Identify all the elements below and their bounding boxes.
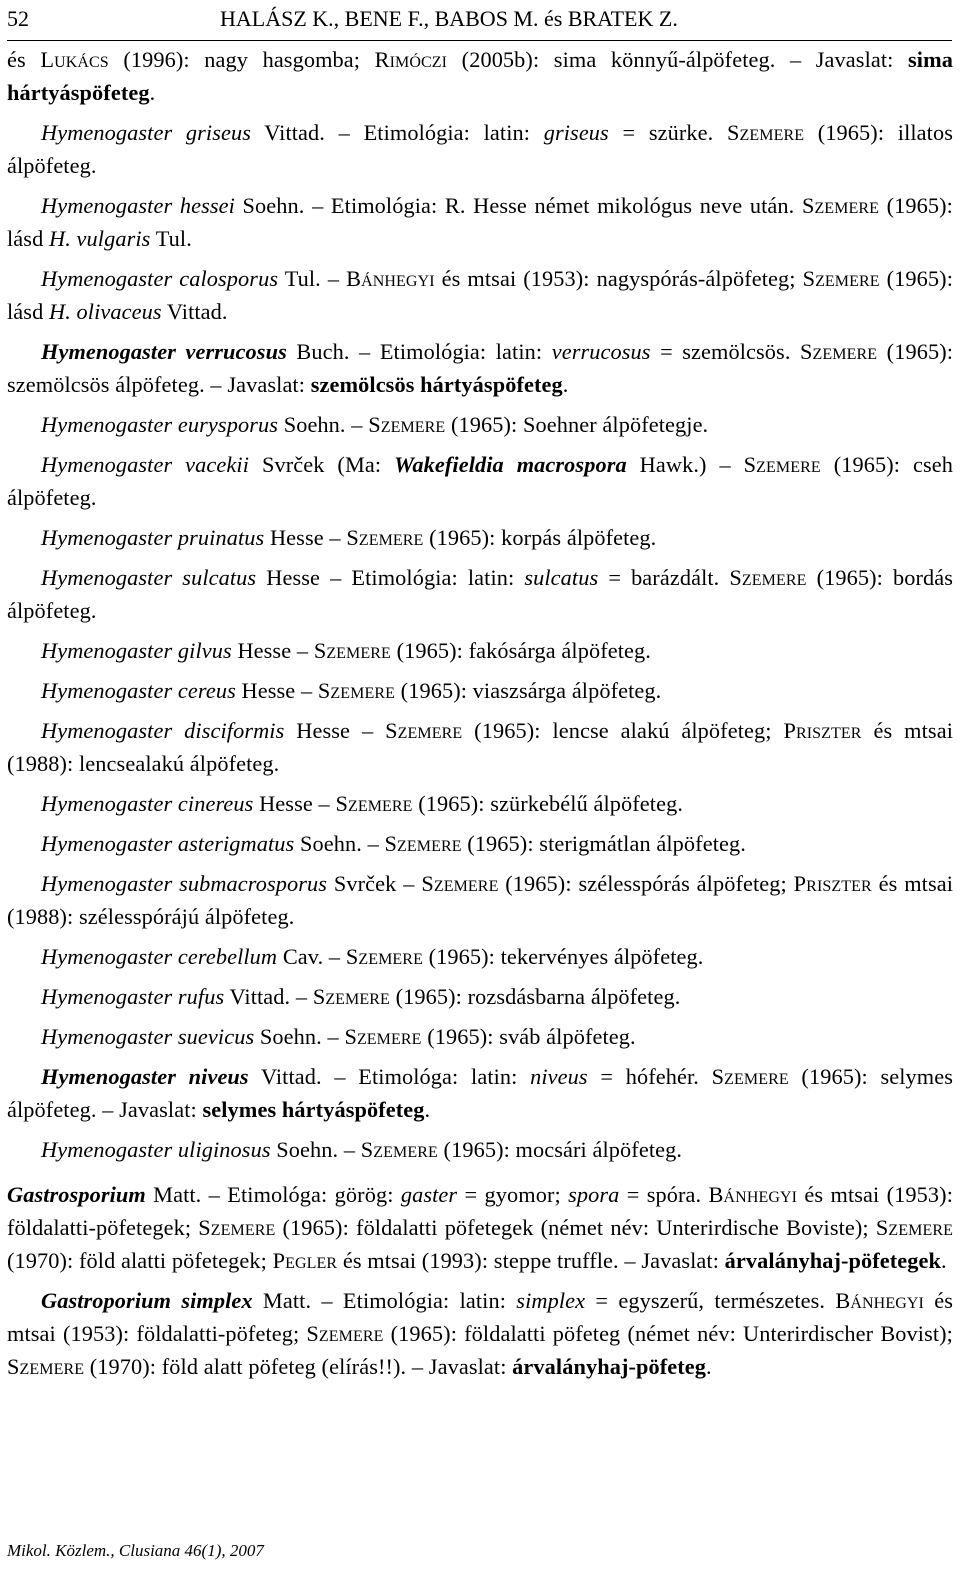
taxon-name: Gastrosporium — [7, 1182, 146, 1207]
entry-hymenogaster-hessei — [7, 189, 953, 255]
text-run: . — [706, 1354, 712, 1379]
entry-hymenogaster-cereus — [7, 674, 953, 707]
author-name: Szemere — [344, 1024, 422, 1049]
author-name: Priszter — [793, 871, 872, 896]
taxon-name: spora — [568, 1182, 620, 1207]
author-name: Szemere — [729, 565, 807, 590]
text-run: Matt. – Etimológa: görög: — [145, 1182, 401, 1207]
text-run: Hesse – — [284, 718, 386, 743]
entry-hymenogaster-calosporus — [7, 262, 953, 328]
text-run: (1965): rozsdásbarna álpöfeteg. — [389, 984, 681, 1009]
author-name: Szemere — [360, 1137, 438, 1162]
text-run: (1965): földalatti pöfetegek (német név: Unterirdische Boviste); — [275, 1215, 876, 1240]
text-run: Hesse – — [235, 678, 318, 703]
author-name: Szemere — [711, 1064, 789, 1089]
entry-hymenogaster-gilvus — [7, 634, 953, 667]
text-run: (1965): selymes álpöfeteg. – Javaslat: — [7, 1064, 953, 1122]
text-run: Matt. – Etimológia: latin: — [252, 1288, 517, 1313]
taxon-name: Wakefieldia macrospora — [394, 452, 627, 477]
entry-hymenogaster-asterigmatus — [7, 827, 953, 860]
text-run: (1965): lásd — [7, 193, 953, 251]
page-number: 52 — [7, 6, 29, 31]
text-run: (1970): föld alatt pöfeteg (elírás!!). – Javaslat: — [84, 1354, 513, 1379]
text-run: (1965): fakósárga álpöfeteg. — [390, 638, 651, 663]
taxon-name: Hymenogaster suevicus — [41, 1024, 255, 1049]
author-name: Szemere — [317, 678, 395, 703]
running-head-authors: HALÁSZ K., BENE F., BABOS M. és BRATEK Z. — [220, 6, 678, 31]
proposed-name: selymes hártyáspöfeteg — [202, 1097, 425, 1122]
proposed-name: sima hártyáspöfeteg — [7, 47, 954, 105]
text-run: (1965): illatos álpöfeteg. — [7, 120, 953, 178]
author-name: Szemere — [368, 412, 446, 437]
taxon-name: Hymenogaster vacekii — [41, 452, 250, 477]
text-run: (1965): földalatti pöfeteg (német név: Unterirdischer Bovist); — [383, 1321, 953, 1346]
entry-gastrosporium-genus — [7, 1178, 953, 1277]
entry-hymenogaster-sulcatus — [7, 561, 953, 627]
text-run: (1965): korpás álpöfeteg. — [423, 525, 657, 550]
author-name: Szemere — [313, 638, 391, 663]
text-run: (1965): Soehner álpöfetegje. — [445, 412, 709, 437]
text-run: Svrček (Ma: — [249, 452, 395, 477]
proposed-name: árvalányhaj-pöfeteg — [512, 1354, 707, 1379]
text-run: Soehn. – — [278, 412, 369, 437]
text-run: és mtsai (1953): földalatti-pöfeteg; — [7, 1288, 953, 1346]
author-name: Bánhegyi — [835, 1288, 924, 1313]
entry-hymenogaster-verrucosus — [7, 335, 953, 401]
author-name: Szemere — [800, 339, 878, 364]
text-run: = spóra. — [619, 1182, 709, 1207]
entry-hymenogaster-suevicus — [7, 1020, 953, 1053]
author-name: Bánhegyi — [346, 266, 435, 291]
text-run: . — [562, 372, 569, 397]
taxon-name: Hymenogaster cinereus — [41, 791, 254, 816]
text-run: és mtsai (1988): szélesspórájú álpöfeteg. — [7, 871, 954, 929]
text-run: Vittad. – — [224, 984, 313, 1009]
running-header — [7, 6, 952, 41]
text-run: és — [7, 47, 41, 72]
taxon-name: niveus — [530, 1064, 588, 1089]
entry-hymenogaster-eurysporus — [7, 408, 953, 441]
taxon-name: Hymenogaster disciformis — [41, 718, 285, 743]
entry-hymenogaster-disciformis — [7, 714, 953, 780]
taxon-name: Hymenogaster rufus — [41, 984, 225, 1009]
taxon-name: verrucosus — [551, 339, 651, 364]
entry-hymenogaster-cinereus — [7, 787, 953, 820]
journal-citation: Mikol. Közlem., Clusiana 46(1), 2007 — [7, 1541, 264, 1560]
entry-hymenogaster-niveus — [7, 1060, 953, 1126]
author-name: Szemere — [743, 452, 821, 477]
text-run: = szürke. — [608, 120, 728, 145]
text-run: Hesse – — [264, 525, 347, 550]
paragraph-lukacs-continuation — [7, 43, 953, 109]
text-run: . — [424, 1097, 431, 1122]
text-run: (2005b): sima könnyű-álpöfeteg. – Javaslat: — [447, 47, 909, 72]
entry-hymenogaster-submacrosporus — [7, 867, 953, 933]
taxon-name: Hymenogaster calosporus — [41, 266, 279, 291]
taxon-name: Hymenogaster hessei — [41, 193, 235, 218]
taxon-name: Hymenogaster submacrosporus — [41, 871, 328, 896]
text-run: Cav. – — [277, 944, 346, 969]
entry-hymenogaster-pruinatus — [7, 521, 953, 554]
text-run: Soehn. – — [270, 1137, 361, 1162]
text-run: (1965): bordás álpöfeteg. — [7, 565, 954, 623]
taxon-name: Hymenogaster eurysporus — [41, 412, 279, 437]
entry-hymenogaster-cerebellum — [7, 940, 953, 973]
text-run: és mtsai (1953): nagyspórás-álpöfeteg; — [434, 266, 803, 291]
taxon-name: Hymenogaster pruinatus — [41, 525, 265, 550]
author-name: Bánhegyi — [708, 1182, 798, 1207]
author-name: Szemere — [875, 1215, 953, 1240]
text-run: = gyomor; — [457, 1182, 569, 1207]
text-run: (1965): szélesspórás álpöfeteg; — [498, 871, 794, 896]
text-run: Svrček – — [327, 871, 422, 896]
author-name: Szemere — [335, 791, 413, 816]
text-run: (1965): lásd — [7, 266, 953, 324]
text-run: Soehn. – Etimológia: R. Hesse német mikológus neve után. — [234, 193, 802, 218]
author-name: Szemere — [7, 1354, 85, 1379]
taxon-name: Hymenogaster cereus — [41, 678, 236, 703]
taxon-name: Hymenogaster gilvus — [41, 638, 232, 663]
entry-hymenogaster-griseus — [7, 116, 953, 182]
text-run: . — [941, 1248, 947, 1273]
taxon-name: sulcatus — [524, 565, 599, 590]
author-name: Szemere — [384, 831, 462, 856]
proposed-name: szemölcsös hártyáspöfeteg — [310, 372, 563, 397]
article-body — [7, 47, 954, 1390]
entry-hymenogaster-rufus — [7, 980, 953, 1013]
text-run: Vittad. – Etimológia: latin: — [251, 120, 544, 145]
text-run: = hófehér. — [587, 1064, 712, 1089]
author-name: Szemere — [385, 718, 463, 743]
taxon-name: H. vulgaris — [49, 226, 151, 251]
text-run: = egyszerű, természetes. — [585, 1288, 836, 1313]
author-name: Szemere — [306, 1321, 384, 1346]
author-name: Priszter — [783, 718, 862, 743]
author-name: Szemere — [421, 871, 499, 896]
text-run: Vittad. — [161, 299, 228, 324]
text-run: Hesse – — [231, 638, 314, 663]
author-name: Rimóczi — [374, 47, 448, 72]
text-run: (1965): szürkebélű álpöfeteg. — [412, 791, 684, 816]
entry-hymenogaster-uliginosus — [7, 1133, 953, 1166]
entry-hymenogaster-vacekii — [7, 448, 953, 514]
author-name: Lukács — [40, 47, 109, 72]
author-name: Szemere — [198, 1215, 276, 1240]
text-run: és mtsai (1953): földalatti-pöfetegek; — [7, 1182, 953, 1240]
text-run: Tul. — [150, 226, 192, 251]
text-run: Hesse – Etimológia: latin: — [256, 565, 525, 590]
taxon-name: Hymenogaster verrucosus — [41, 339, 287, 364]
text-run: (1965): lencse alakú álpöfeteg; — [462, 718, 784, 743]
text-run: Buch. – Etimológia: latin: — [286, 339, 552, 364]
taxon-name: Hymenogaster sulcatus — [41, 565, 257, 590]
text-run: (1965): viaszsárga álpöfeteg. — [395, 678, 662, 703]
entry-gastroporium-simplex — [7, 1284, 953, 1383]
taxon-name: gaster — [400, 1182, 458, 1207]
author-name: Szemere — [345, 944, 423, 969]
text-run: . — [149, 80, 156, 105]
text-run: (1965): szemölcsös álpöfeteg. – Javaslat: — [7, 339, 954, 397]
text-run: (1996): nagy hasgomba; — [108, 47, 375, 72]
author-name: Szemere — [346, 525, 424, 550]
author-name: Pegler — [272, 1248, 338, 1273]
taxon-name: Hymenogaster asterigmatus — [41, 831, 295, 856]
text-run: (1965): sváb álpöfeteg. — [421, 1024, 636, 1049]
author-name: Szemere — [801, 193, 880, 218]
text-run: (1965): tekervényes álpöfeteg. — [422, 944, 704, 969]
author-name: Szemere — [727, 120, 805, 145]
text-run: Hesse – — [253, 791, 336, 816]
taxon-name: Hymenogaster niveus — [41, 1064, 249, 1089]
text-run: (1970): föld alatti pöfetegek; — [7, 1248, 273, 1273]
text-run: = szemölcsös. — [650, 339, 801, 364]
taxon-name: Hymenogaster griseus — [41, 120, 252, 145]
proposed-name: árvalányhaj-pöfetegek — [724, 1248, 942, 1273]
text-run: (1965): mocsári álpöfeteg. — [437, 1137, 683, 1162]
text-run: Tul. – — [278, 266, 347, 291]
text-run: és mtsai (1993): steppe truffle. – Javaslat: — [337, 1248, 725, 1273]
taxon-name: Hymenogaster uliginosus — [41, 1137, 271, 1162]
text-run: Vittad. – Etimológa: latin: — [248, 1064, 531, 1089]
taxon-name: Hymenogaster cerebellum — [41, 944, 278, 969]
text-run: és mtsai (1988): lencsealakú álpöfeteg. — [7, 718, 953, 776]
text-run: Soehn. – — [254, 1024, 345, 1049]
taxon-name: griseus — [543, 120, 609, 145]
taxon-name: simplex — [516, 1288, 586, 1313]
author-name: Szemere — [312, 984, 390, 1009]
taxon-name: H. olivaceus — [49, 299, 162, 324]
text-run: (1965): cseh álpöfeteg. — [7, 452, 954, 510]
text-run: = barázdált. — [598, 565, 730, 590]
text-run: Soehn. – — [294, 831, 385, 856]
text-run: Hawk.) – — [626, 452, 744, 477]
author-name: Szemere — [802, 266, 880, 291]
taxon-name: Gastroporium simplex — [41, 1288, 253, 1313]
text-run: (1965): sterigmátlan álpöfeteg. — [461, 831, 746, 856]
